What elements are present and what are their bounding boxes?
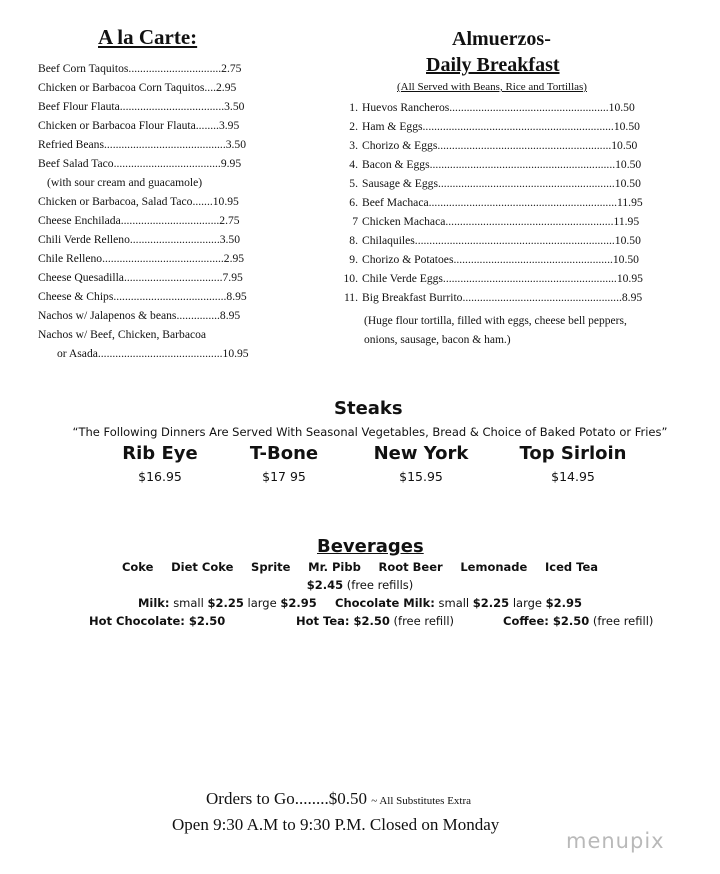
item-number: 2. xyxy=(349,120,358,133)
list-item: Chicken or Barbacoa, Salad Taco.......10.95 xyxy=(38,195,239,208)
item-number: 10. xyxy=(343,272,358,285)
list-item xyxy=(336,98,670,117)
list-item: Beef Salad Taco.....................................9.95 xyxy=(38,157,242,170)
chocolate-milk-large-price: $2.95 xyxy=(545,596,583,610)
steak-price: $15.95 xyxy=(399,469,443,484)
list-item xyxy=(336,193,670,212)
hot-tea xyxy=(296,614,454,628)
item-text: Chilaquiles.....................................................................10.50 xyxy=(362,234,641,247)
substitutes-note: ~ All Substitutes Extra xyxy=(371,795,472,807)
coffee-note: (free refill) xyxy=(592,614,654,628)
milk-line xyxy=(0,596,720,610)
list-item xyxy=(336,288,670,307)
hours-line: Open 9:30 A.M to 9:30 P.M. Closed on Monday xyxy=(172,815,500,834)
ala-carte-list xyxy=(38,59,268,363)
burrito-note-line1: (Huge flour tortilla, filled with eggs, cheese bell peppers, xyxy=(364,315,627,327)
item-text: Bacon & Eggs................................................................10.50 xyxy=(362,158,642,171)
list-item: Beef Flour Flauta....................................3.50 xyxy=(38,100,245,113)
watermark-logo: menupix xyxy=(566,829,665,853)
steak-name: Rib Eye xyxy=(122,443,198,464)
list-item-note: (with sour cream and guacamole) xyxy=(47,176,203,189)
soda-item: Lemonade xyxy=(460,560,528,574)
size-large-label: large xyxy=(247,596,277,610)
item-text: Chorizo & Potatoes.......................................................10.50 xyxy=(362,253,639,266)
ala-carte-title: A la Carte: xyxy=(98,25,198,49)
soda-price: $2.45 xyxy=(306,578,344,592)
list-item: Chicken or Barbacoa Flour Flauta........3.95 xyxy=(38,119,240,132)
steak-item xyxy=(500,443,646,484)
size-small-label: small xyxy=(173,596,204,610)
item-number: 8. xyxy=(349,234,358,247)
item-text: Beef Machaca.................................................................11.95 xyxy=(362,196,643,209)
hot-chocolate-text: Hot Chocolate: $2.50 xyxy=(89,614,226,628)
coffee xyxy=(503,614,653,628)
steak-price: $17 95 xyxy=(262,469,306,484)
list-item: Nachos w/ Jalapenos & beans...............8.95 xyxy=(38,309,241,322)
list-item xyxy=(336,231,670,250)
soda-item: Iced Tea xyxy=(545,560,599,574)
list-item: Cheese & Chips.......................................8.95 xyxy=(38,290,247,303)
hot-chocolate xyxy=(89,614,225,628)
list-item xyxy=(336,174,670,193)
item-text: Chile Verde Eggs............................................................10.95 xyxy=(362,272,643,285)
list-item: or Asada...........................................10.95 xyxy=(57,347,249,360)
list-item xyxy=(336,250,670,269)
steak-item xyxy=(108,443,212,484)
item-number: 6. xyxy=(349,196,358,209)
list-item: Nachos w/ Beef, Chicken, Barbacoa xyxy=(38,328,207,341)
orders-to-go xyxy=(206,789,471,809)
item-number: 1. xyxy=(349,101,358,114)
beverages-title: Beverages xyxy=(317,536,424,557)
list-item: Chili Verde Relleno...............................3.50 xyxy=(38,233,241,246)
item-number: 5. xyxy=(349,177,358,190)
list-item xyxy=(336,212,670,231)
milk-large-price: $2.95 xyxy=(280,596,317,610)
list-item: Cheese Enchilada..................................2.75 xyxy=(38,214,240,227)
chocolate-milk-small-price: $2.25 xyxy=(472,596,510,610)
item-number: 3. xyxy=(349,139,358,152)
steak-item xyxy=(236,443,332,484)
steak-price: $14.95 xyxy=(551,469,595,484)
steak-price: $16.95 xyxy=(138,469,182,484)
soda-price-line xyxy=(0,578,720,592)
steak-name: New York xyxy=(373,443,469,464)
list-item: Cheese Quesadilla..................................7.95 xyxy=(38,271,243,284)
list-item xyxy=(336,269,670,288)
soda-item: Coke xyxy=(121,560,154,574)
steak-name: T-Bone xyxy=(249,443,319,464)
soda-item: Diet Coke xyxy=(171,560,234,574)
milk-small-price: $2.25 xyxy=(207,596,244,610)
list-item: Chile Relleno..........................................2.95 xyxy=(38,252,245,265)
steak-name: Top Sirloin xyxy=(519,443,627,464)
burrito-note-line2: onions, sausage, bacon & ham.) xyxy=(364,334,511,346)
size-small-label: small xyxy=(438,596,470,610)
list-item xyxy=(336,155,670,174)
item-text: Chorizo & Eggs............................................................10.50 xyxy=(362,139,638,152)
milk-label: Milk: xyxy=(137,596,170,610)
item-text: Chicken Machaca..........................................................11.95 xyxy=(362,215,640,228)
steak-item xyxy=(358,443,484,484)
hot-tea-text: Hot Tea: $2.50 xyxy=(296,614,390,628)
item-text: Big Breakfast Burrito.......................................................8.95 xyxy=(362,291,643,304)
burrito-note xyxy=(364,312,694,350)
breakfast-title-line1: Almuerzos- xyxy=(452,28,551,50)
free-refills-note: (free refills) xyxy=(346,578,414,592)
item-number: 4. xyxy=(349,158,358,171)
list-item xyxy=(336,136,670,155)
coffee-text: Coffee: $2.50 xyxy=(503,614,590,628)
steaks-subtitle: “The Following Dinners Are Served With Seasonal Vegetables, Bread & Choice of Baked Potato or Fries” xyxy=(72,425,668,439)
chocolate-milk-label: Chocolate Milk: xyxy=(335,596,435,610)
list-item: Chicken or Barbacoa Corn Taquitos....2.95 xyxy=(38,81,237,94)
item-text: Huevos Rancheros.......................................................10.50 xyxy=(362,101,635,114)
orders-to-go-text: Orders to Go........$0.50 xyxy=(206,789,368,808)
hot-tea-note: (free refill) xyxy=(393,614,455,628)
item-number: 7 xyxy=(352,215,358,228)
steaks-title: Steaks xyxy=(334,398,403,419)
breakfast-subtitle: (All Served with Beans, Rice and Tortillas) xyxy=(397,81,587,93)
breakfast-title-line2: Daily Breakfast xyxy=(426,54,560,76)
item-number: 11. xyxy=(343,291,358,304)
soda-list xyxy=(0,560,720,574)
list-item: Beef Corn Taquitos................................2.75 xyxy=(38,62,242,75)
item-text: Sausage & Eggs.............................................................10.50 xyxy=(362,177,641,190)
soda-item: Sprite xyxy=(251,560,291,574)
size-large-label: large xyxy=(512,596,542,610)
breakfast-list xyxy=(336,98,670,307)
list-item: Refried Beans..........................................3.50 xyxy=(38,138,247,151)
soda-item: Root Beer xyxy=(378,560,443,574)
soda-item: Mr. Pibb xyxy=(308,560,361,574)
item-number: 9. xyxy=(349,253,358,266)
item-text: Ham & Eggs..................................................................10.50 xyxy=(362,120,640,133)
list-item xyxy=(336,117,670,136)
